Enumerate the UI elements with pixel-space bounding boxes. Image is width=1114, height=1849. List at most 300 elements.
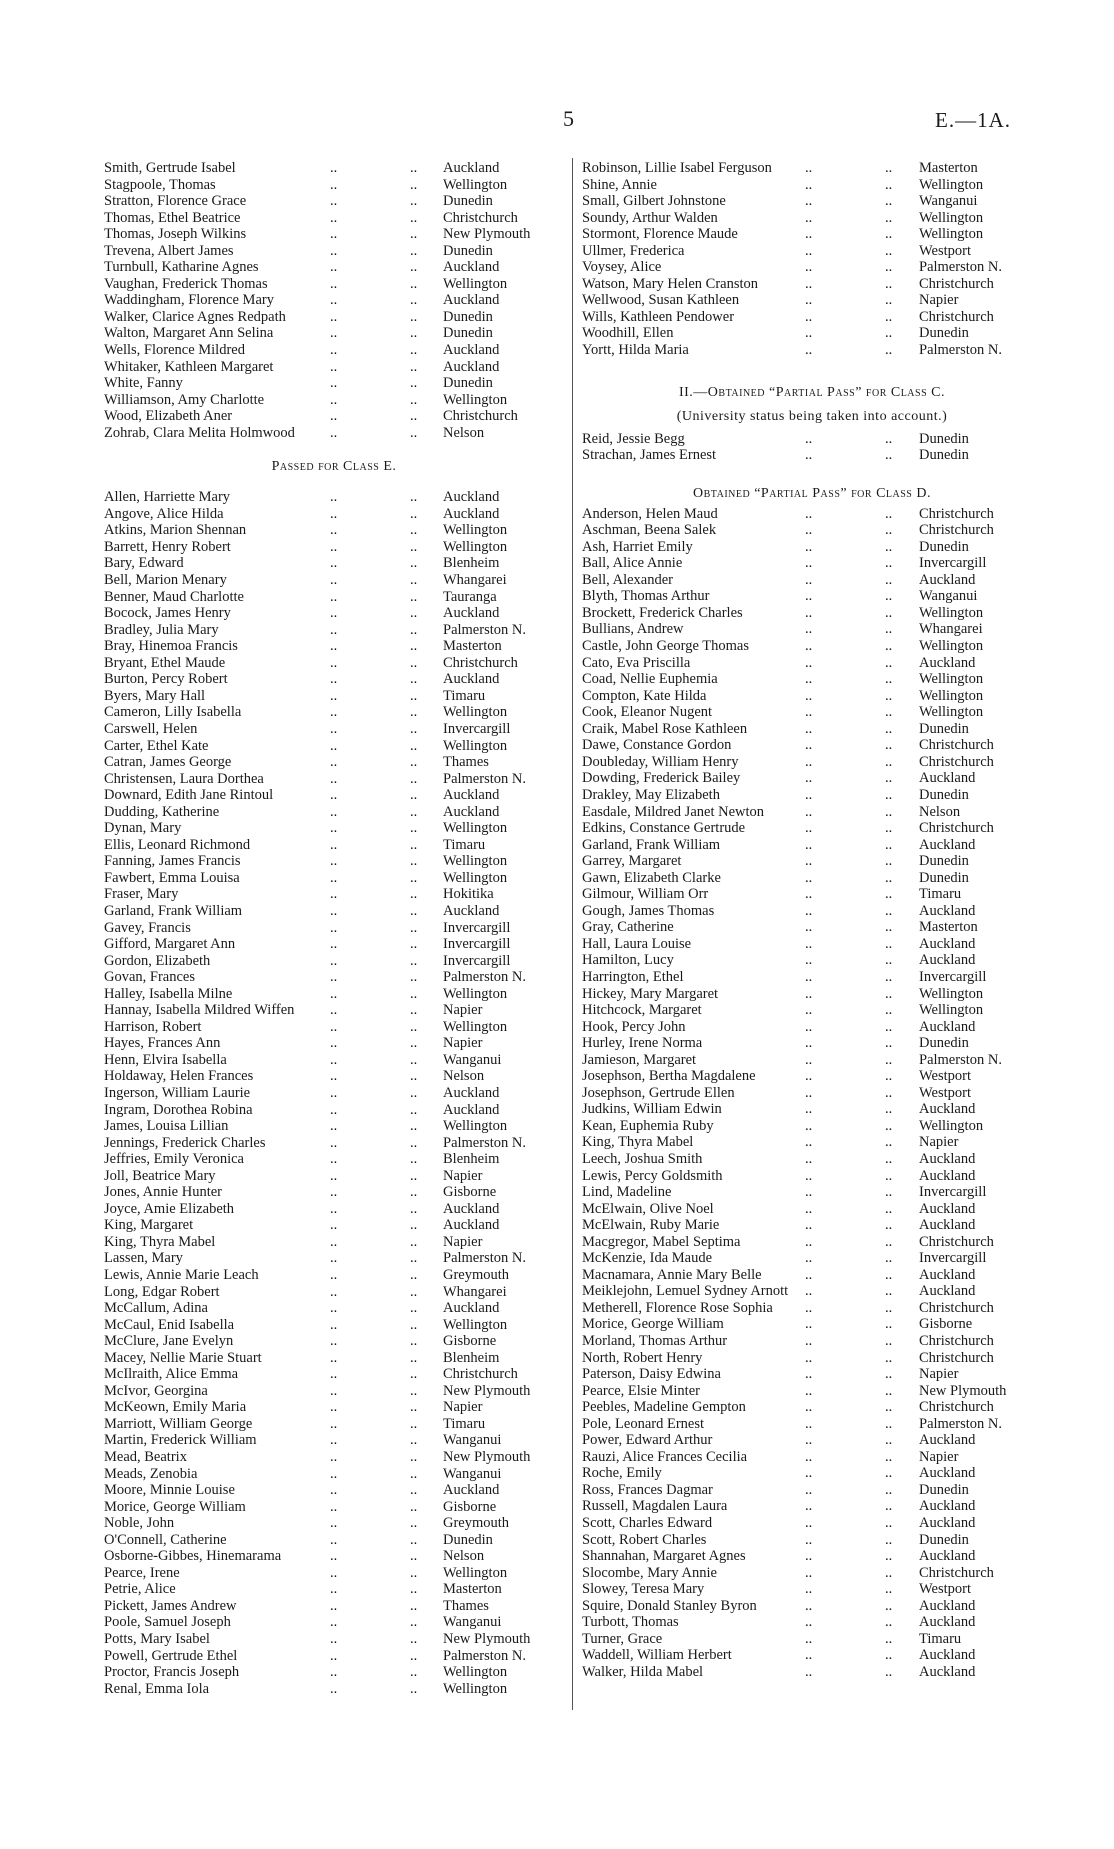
examination-centre: Auckland xyxy=(919,1597,976,1614)
examination-centre: Auckland xyxy=(443,671,500,688)
candidate-name: Slowey, Teresa Mary xyxy=(582,1581,705,1598)
leader-dots: .. xyxy=(885,671,893,688)
leader-dots: .. xyxy=(410,1349,418,1366)
list-item xyxy=(104,425,564,442)
examination-centre: Nelson xyxy=(919,803,961,820)
leader-dots: .. xyxy=(330,325,338,342)
candidate-name: Scott, Robert Charles xyxy=(582,1531,707,1548)
leader-dots: .. xyxy=(885,1316,893,1333)
examination-centre: New Plymouth xyxy=(443,1631,531,1648)
list-item xyxy=(582,276,1042,293)
candidate-name: Barrett, Henry Robert xyxy=(104,538,231,555)
candidate-name: McCaul, Enid Isabella xyxy=(104,1316,235,1333)
leader-dots: .. xyxy=(805,968,813,985)
leader-dots: .. xyxy=(410,886,418,903)
leader-dots: .. xyxy=(805,1184,813,1201)
leader-dots: .. xyxy=(885,968,893,985)
leader-dots: .. xyxy=(805,325,813,342)
candidate-name: Moore, Minnie Louise xyxy=(104,1482,235,1499)
candidate-name: Slocombe, Mary Annie xyxy=(582,1564,717,1581)
leader-dots: .. xyxy=(885,1349,893,1366)
leader-dots: .. xyxy=(410,1134,418,1151)
list-item xyxy=(104,936,564,953)
examination-centre: Dunedin xyxy=(919,1035,969,1052)
examination-centre: Auckland xyxy=(919,770,976,787)
list-item xyxy=(104,539,564,556)
leader-dots: .. xyxy=(805,786,813,803)
examination-centre: Auckland xyxy=(919,1614,976,1631)
examination-centre: Palmerston N. xyxy=(443,1134,526,1151)
leader-dots: .. xyxy=(330,1349,338,1366)
list-item xyxy=(582,160,1042,177)
examination-centre: Wellington xyxy=(443,391,508,408)
examination-centre: Timaru xyxy=(443,687,486,704)
candidate-name: McElwain, Ruby Marie xyxy=(582,1217,720,1234)
candidate-name: Gawn, Elizabeth Clarke xyxy=(582,869,721,886)
list-item xyxy=(582,1366,1042,1383)
candidate-name: Lind, Madeline xyxy=(582,1184,672,1201)
leader-dots: .. xyxy=(805,919,813,936)
list-partial-pass-class-c xyxy=(582,431,1042,464)
examination-centre: Auckland xyxy=(919,654,976,671)
examination-centre: Auckland xyxy=(919,952,976,969)
leader-dots: .. xyxy=(410,1200,418,1217)
examination-centre: Blenheim xyxy=(443,555,500,572)
leader-dots: .. xyxy=(330,820,338,837)
list-item xyxy=(104,1035,564,1052)
examination-centre: Wellington xyxy=(443,275,508,292)
examination-centre: Auckland xyxy=(443,1084,500,1101)
leader-dots: .. xyxy=(805,720,813,737)
list-item xyxy=(104,1631,564,1648)
list-item xyxy=(582,886,1042,903)
leader-dots: .. xyxy=(885,919,893,936)
list-item xyxy=(104,622,564,639)
candidate-name: Drakley, May Elizabeth xyxy=(582,786,720,803)
candidate-name: Pearce, Irene xyxy=(104,1564,180,1581)
list-item xyxy=(104,1217,564,1234)
list-item xyxy=(582,1614,1042,1631)
candidate-name: Trevena, Albert James xyxy=(104,242,234,259)
list-item xyxy=(582,1151,1042,1168)
list-item xyxy=(582,1234,1042,1251)
list-item xyxy=(104,738,564,755)
examination-centre: Greymouth xyxy=(443,1515,510,1532)
list-item xyxy=(104,1135,564,1152)
list-item xyxy=(104,870,564,887)
candidate-name: Garland, Frank William xyxy=(104,902,243,919)
leader-dots: .. xyxy=(805,1035,813,1052)
examination-centre: Christchurch xyxy=(919,737,994,754)
leader-dots: .. xyxy=(805,1597,813,1614)
examination-centre: Wellington xyxy=(919,1002,984,1019)
examination-centre: Wellington xyxy=(919,638,984,655)
list-item xyxy=(104,226,564,243)
leader-dots: .. xyxy=(885,704,893,721)
leader-dots: .. xyxy=(330,803,338,820)
list-item xyxy=(104,605,564,622)
leader-dots: .. xyxy=(410,820,418,837)
examination-centre: Timaru xyxy=(443,836,486,853)
leader-dots: .. xyxy=(885,604,893,621)
candidate-name: Macey, Nellie Marie Stuart xyxy=(104,1349,262,1366)
leader-dots: .. xyxy=(330,505,338,522)
examination-centre: Wellington xyxy=(443,1664,508,1681)
leader-dots: .. xyxy=(805,1299,813,1316)
candidate-name: Soundy, Arthur Walden xyxy=(582,209,718,226)
examination-centre: Napier xyxy=(919,1366,959,1383)
leader-dots: .. xyxy=(330,704,338,721)
leader-dots: .. xyxy=(885,1233,893,1250)
leader-dots: .. xyxy=(885,308,893,325)
examination-centre: Wellington xyxy=(443,522,508,539)
examination-centre: Invercargill xyxy=(443,936,511,953)
leader-dots: .. xyxy=(885,1283,893,1300)
list-item xyxy=(104,1399,564,1416)
leader-dots: .. xyxy=(805,342,813,359)
list-item xyxy=(582,292,1042,309)
leader-dots: .. xyxy=(885,1068,893,1085)
list-item xyxy=(582,1250,1042,1267)
list-item xyxy=(104,804,564,821)
candidate-name: Wood, Elizabeth Aner xyxy=(104,408,233,425)
leader-dots: .. xyxy=(330,342,338,359)
leader-dots: .. xyxy=(805,1084,813,1101)
list-item xyxy=(104,276,564,293)
leader-dots: .. xyxy=(410,869,418,886)
list-item xyxy=(104,1366,564,1383)
examination-centre: Greymouth xyxy=(443,1267,510,1283)
candidate-name: Burton, Percy Robert xyxy=(104,671,228,688)
candidate-name: Jamieson, Margaret xyxy=(582,1051,697,1068)
leader-dots: .. xyxy=(805,985,813,1002)
leader-dots: .. xyxy=(410,902,418,919)
leader-dots: .. xyxy=(330,671,338,688)
leader-dots: .. xyxy=(410,952,418,969)
candidate-name: King, Margaret xyxy=(104,1217,194,1234)
list-item xyxy=(104,1598,564,1615)
leader-dots: .. xyxy=(805,1250,813,1267)
leader-dots: .. xyxy=(410,193,418,210)
list-item xyxy=(104,1416,564,1433)
list-passed-class-e xyxy=(104,489,564,1697)
list-item xyxy=(104,489,564,506)
leader-dots: .. xyxy=(885,259,893,276)
examination-centre: Wellington xyxy=(919,671,984,688)
leader-dots: .. xyxy=(330,522,338,539)
list-item xyxy=(582,210,1042,227)
examination-centre: Auckland xyxy=(919,935,976,952)
candidate-name: Garland, Frank William xyxy=(582,836,721,853)
candidate-name: Fraser, Mary xyxy=(104,886,179,903)
list-item xyxy=(104,392,564,409)
examination-centre: Wellington xyxy=(443,1018,508,1035)
leader-dots: .. xyxy=(410,621,418,638)
candidate-name: Edkins, Constance Gertrude xyxy=(582,820,746,837)
leader-dots: .. xyxy=(330,1051,338,1068)
list-item xyxy=(582,588,1042,605)
examination-centre: Auckland xyxy=(443,1482,500,1499)
candidate-name: Squire, Donald Stanley Byron xyxy=(582,1597,757,1614)
list-item xyxy=(104,853,564,870)
leader-dots: .. xyxy=(805,1366,813,1383)
examination-centre: Thames xyxy=(443,754,489,771)
candidate-name: Ingram, Dorothea Robina xyxy=(104,1101,253,1118)
leader-dots: .. xyxy=(330,1581,338,1598)
candidate-name: Gilmour, William Orr xyxy=(582,886,709,903)
leader-dots: .. xyxy=(330,605,338,622)
list-item xyxy=(582,936,1042,953)
leader-dots: .. xyxy=(805,687,813,704)
leader-dots: .. xyxy=(885,555,893,572)
examination-centre: Wellington xyxy=(443,853,508,870)
leader-dots: .. xyxy=(805,1614,813,1631)
candidate-name: McKeown, Emily Maria xyxy=(104,1399,247,1416)
candidate-name: Josephson, Bertha Magdalene xyxy=(582,1068,756,1085)
candidate-name: Wells, Florence Mildred xyxy=(104,342,245,359)
examination-centre: Wanganui xyxy=(443,1051,502,1068)
candidate-name: Shannahan, Margaret Agnes xyxy=(582,1548,746,1565)
candidate-name: Hickey, Mary Margaret xyxy=(582,985,719,1002)
examination-centre: Wellington xyxy=(919,704,984,721)
list-item xyxy=(582,243,1042,260)
leader-dots: .. xyxy=(805,836,813,853)
candidate-name: Robinson, Lillie Isabel Ferguson xyxy=(582,160,772,176)
list-item xyxy=(104,1614,564,1631)
list-item xyxy=(104,638,564,655)
examination-centre: Westport xyxy=(919,242,971,259)
leader-dots: .. xyxy=(805,1349,813,1366)
list-item xyxy=(582,1333,1042,1350)
leader-dots: .. xyxy=(885,1002,893,1019)
list-item xyxy=(104,1499,564,1516)
leader-dots: .. xyxy=(805,1217,813,1234)
leader-dots: .. xyxy=(410,1399,418,1416)
list-item xyxy=(582,655,1042,672)
list-item xyxy=(582,638,1042,655)
candidate-name: Josephson, Gertrude Ellen xyxy=(582,1084,735,1101)
leader-dots: .. xyxy=(330,638,338,655)
leader-dots: .. xyxy=(885,505,893,522)
leader-dots: .. xyxy=(410,1184,418,1201)
leader-dots: .. xyxy=(805,753,813,770)
leader-dots: .. xyxy=(410,505,418,522)
examination-centre: Wellington xyxy=(443,1118,508,1135)
leader-dots: .. xyxy=(330,1250,338,1267)
leader-dots: .. xyxy=(330,1084,338,1101)
leader-dots: .. xyxy=(805,902,813,919)
leader-dots: .. xyxy=(330,787,338,804)
candidate-name: Craik, Mabel Rose Kathleen xyxy=(582,720,748,737)
leader-dots: .. xyxy=(885,1366,893,1383)
leader-dots: .. xyxy=(330,1366,338,1383)
examination-centre: Auckland xyxy=(919,902,976,919)
candidate-name: King, Thyra Mabel xyxy=(582,1134,694,1151)
list-item xyxy=(582,1399,1042,1416)
leader-dots: .. xyxy=(805,193,813,210)
candidate-name: Ingerson, William Laurie xyxy=(104,1084,251,1101)
leader-dots: .. xyxy=(410,737,418,754)
leader-dots: .. xyxy=(330,275,338,292)
leader-dots: .. xyxy=(330,1333,338,1350)
list-item xyxy=(104,1284,564,1301)
leader-dots: .. xyxy=(805,1068,813,1085)
leader-dots: .. xyxy=(805,1382,813,1399)
leader-dots: .. xyxy=(410,1118,418,1135)
leader-dots: .. xyxy=(805,1481,813,1498)
leader-dots: .. xyxy=(330,1664,338,1681)
candidate-name: Bary, Edward xyxy=(104,555,184,572)
candidate-name: Dudding, Katherine xyxy=(104,803,220,820)
leader-dots: .. xyxy=(805,935,813,952)
leader-dots: .. xyxy=(805,1283,813,1300)
examination-centre: Auckland xyxy=(919,1465,976,1482)
leader-dots: .. xyxy=(885,1399,893,1416)
examination-centre: Christchurch xyxy=(919,1333,994,1349)
candidate-name: Harrison, Robert xyxy=(104,1018,202,1035)
leader-dots: .. xyxy=(885,325,893,342)
list-item xyxy=(582,919,1042,936)
candidate-name: Reid, Jessie Begg xyxy=(582,430,685,447)
leader-dots: .. xyxy=(805,209,813,226)
leader-dots: .. xyxy=(410,1631,418,1648)
leader-dots: .. xyxy=(330,588,338,605)
candidate-name: Bradley, Julia Mary xyxy=(104,621,219,638)
leader-dots: .. xyxy=(330,853,338,870)
examination-centre: Wellington xyxy=(443,538,508,555)
leader-dots: .. xyxy=(330,160,338,176)
examination-centre: Christchurch xyxy=(443,209,518,226)
examination-centre: Invercargill xyxy=(443,919,511,936)
examination-centre: Napier xyxy=(443,1167,483,1184)
leader-dots: .. xyxy=(330,737,338,754)
leader-dots: .. xyxy=(410,754,418,771)
leader-dots: .. xyxy=(330,1267,338,1283)
examination-centre: Wellington xyxy=(919,687,984,704)
leader-dots: .. xyxy=(805,869,813,886)
candidate-name: Ullmer, Frederica xyxy=(582,242,685,259)
candidate-name: Leech, Joshua Smith xyxy=(582,1150,703,1167)
leader-dots: .. xyxy=(885,1481,893,1498)
candidate-name: Garrey, Margaret xyxy=(582,853,682,870)
leader-dots: .. xyxy=(330,1449,338,1466)
candidate-name: Bocock, James Henry xyxy=(104,605,231,622)
candidate-name: Waddell, William Herbert xyxy=(582,1647,732,1664)
leader-dots: .. xyxy=(330,654,338,671)
candidate-name: Wellwood, Susan Kathleen xyxy=(582,292,740,309)
leader-dots: .. xyxy=(330,952,338,969)
leader-dots: .. xyxy=(410,936,418,953)
candidate-name: Hurley, Irene Norma xyxy=(582,1035,703,1052)
candidate-name: Atkins, Marion Shennan xyxy=(104,522,247,539)
leader-dots: .. xyxy=(330,687,338,704)
examination-centre: Auckland xyxy=(443,342,500,359)
candidate-name: Voysey, Alice xyxy=(582,259,662,276)
leader-dots: .. xyxy=(805,1448,813,1465)
examination-centre: Napier xyxy=(919,1134,959,1151)
candidate-name: Carter, Ethel Kate xyxy=(104,737,209,754)
list-item xyxy=(104,1532,564,1549)
leader-dots: .. xyxy=(330,1432,338,1449)
leader-dots: .. xyxy=(410,259,418,276)
examination-centre: Dunedin xyxy=(919,430,969,447)
list-item xyxy=(104,886,564,903)
leader-dots: .. xyxy=(330,902,338,919)
list-item xyxy=(582,605,1042,622)
leader-dots: .. xyxy=(410,424,418,441)
leader-dots: .. xyxy=(410,1432,418,1449)
leader-dots: .. xyxy=(330,1118,338,1135)
list-item xyxy=(582,903,1042,920)
leader-dots: .. xyxy=(330,720,338,737)
leader-dots: .. xyxy=(885,1597,893,1614)
candidate-name: Yortt, Hilda Maria xyxy=(582,342,689,359)
leader-dots: .. xyxy=(805,1663,813,1680)
examination-centre: Wellington xyxy=(443,1564,508,1581)
candidate-name: Ross, Frances Dagmar xyxy=(582,1481,713,1498)
list-item xyxy=(104,1648,564,1665)
leader-dots: .. xyxy=(805,1101,813,1118)
examination-centre: Gisborne xyxy=(443,1184,497,1201)
leader-dots: .. xyxy=(410,391,418,408)
list-item xyxy=(104,1019,564,1036)
leader-dots: .. xyxy=(330,193,338,210)
examination-centre: Auckland xyxy=(919,836,976,853)
candidate-name: Castle, John George Thomas xyxy=(582,638,749,655)
examination-centre: Dunedin xyxy=(443,308,493,325)
leader-dots: .. xyxy=(885,588,893,605)
list-item xyxy=(582,1432,1042,1449)
leader-dots: .. xyxy=(410,1250,418,1267)
list-item xyxy=(104,325,564,342)
examination-centre: New Plymouth xyxy=(443,226,531,243)
examination-centre: Wellington xyxy=(919,209,984,226)
list-item xyxy=(582,1217,1042,1234)
examination-centre: Christchurch xyxy=(443,1366,518,1383)
candidate-name: Turbott, Thomas xyxy=(582,1614,679,1631)
examination-centre: Napier xyxy=(919,1448,959,1465)
candidate-name: McCallum, Adina xyxy=(104,1300,208,1317)
heading-partial-pass-class-c: II.—Obtained “Partial Pass” for Class C. xyxy=(678,384,945,400)
list-item xyxy=(104,1052,564,1069)
candidate-name: King, Thyra Mabel xyxy=(104,1233,216,1250)
candidate-name: Walker, Clarice Agnes Redpath xyxy=(104,308,286,325)
examination-centre: Auckland xyxy=(443,605,500,622)
list-item xyxy=(104,309,564,326)
list-item xyxy=(582,309,1042,326)
candidate-name: McElwain, Olive Noel xyxy=(582,1200,714,1217)
candidate-name: Halley, Isabella Milne xyxy=(104,985,233,1002)
list-item xyxy=(104,903,564,920)
leader-dots: .. xyxy=(885,1018,893,1035)
leader-dots: .. xyxy=(885,342,893,359)
candidate-name: Metherell, Florence Rose Sophia xyxy=(582,1299,773,1316)
leader-dots: .. xyxy=(805,447,813,464)
list-item xyxy=(582,1101,1042,1118)
left-column xyxy=(104,160,564,1697)
list-item xyxy=(104,1184,564,1201)
leader-dots: .. xyxy=(410,1366,418,1383)
examination-centre: Palmerston N. xyxy=(443,770,526,787)
leader-dots: .. xyxy=(410,538,418,555)
list-item xyxy=(582,754,1042,771)
list-item xyxy=(104,1085,564,1102)
list-item xyxy=(582,259,1042,276)
examination-centre: Christchurch xyxy=(919,820,994,837)
candidate-name: Russell, Magdalen Laura xyxy=(582,1498,728,1515)
candidate-name: Zohrab, Clara Melita Holmwood xyxy=(104,424,295,441)
leader-dots: .. xyxy=(330,1300,338,1317)
